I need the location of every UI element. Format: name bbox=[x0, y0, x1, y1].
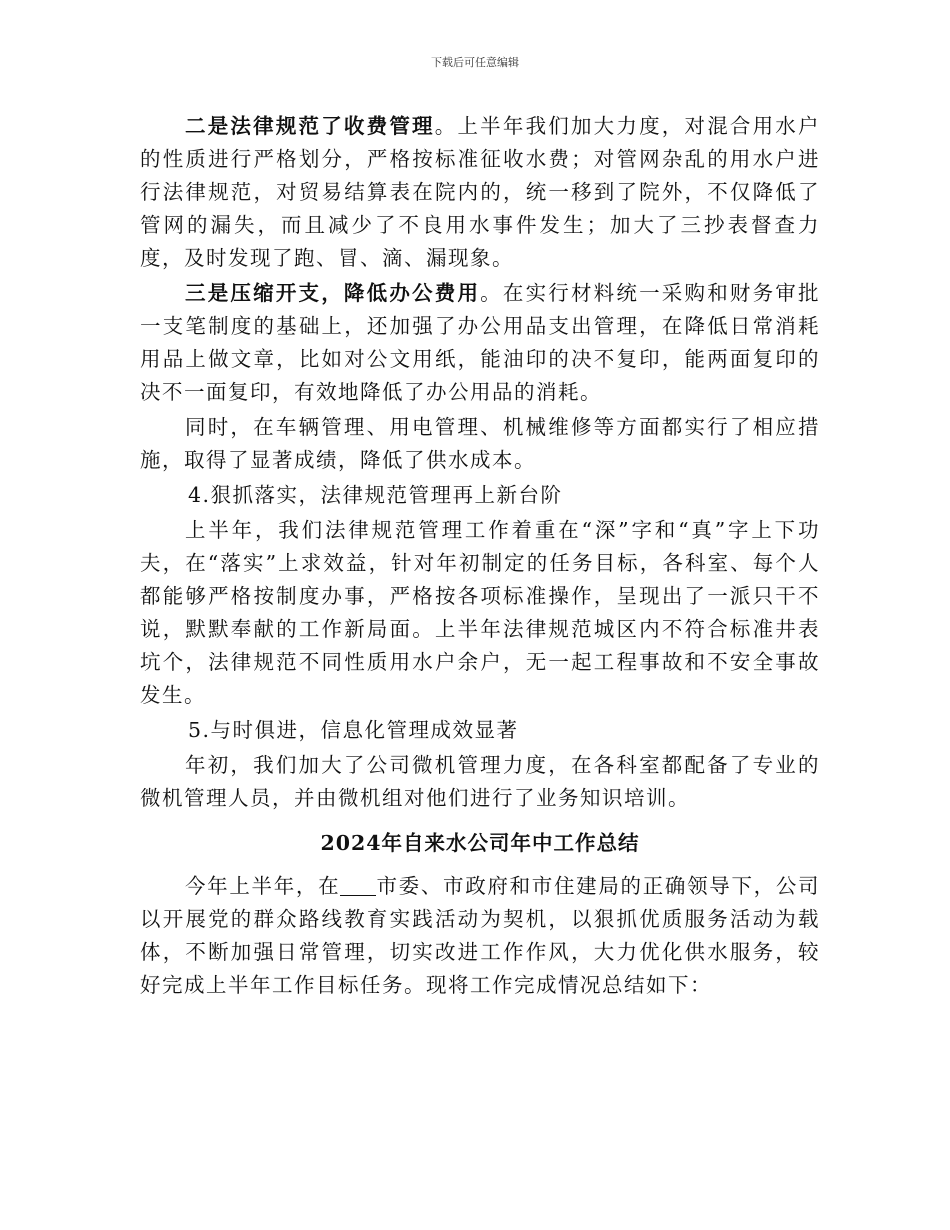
paragraph-text-reduce-expenses: 。在实行材料统一采购和财务审批一支笔制度的基础上，还加强了办公用品支出管理，在降低日常消耗用品上做文章，比如对公文用纸，能油印的决不复印，能两面复印的决不一面复印，有效地降低了办公用品的消耗。 bbox=[140, 281, 821, 404]
intro-text-after-blank: 市委、市政府和市住建局的正确领导下，公司以开展党的群众路线教育实践活动为契机，以狠抓优质服务活动为载体，不断加强日常管理，切实改进工作作风，大力优化供水服务，较好完成上半年工作目标任务。现将工作完成情况总结如下： bbox=[140, 874, 820, 997]
document-title: 2024年自来水公司年中工作总结 bbox=[320, 831, 640, 855]
fill-in-blank bbox=[340, 875, 376, 896]
intro-text-before-blank: 今年上半年，在 bbox=[185, 874, 341, 898]
paragraph-text-fee-management: 。上半年我们加大力度，对混合用水户的性质进行严格划分，严格按标准征收水费；对管网杂乱的用水户进行法律规范，对贸易结算表在院内的，统一移到了院外，不仅降低了管网的漏失，而且减少了不良用水事件发生；加大了三抄表督查力度，及时发现了跑、冒、滴、漏现象。 bbox=[140, 114, 821, 270]
document-body bbox=[140, 110, 820, 1004]
paragraph-introduction bbox=[140, 870, 820, 1002]
section-heading-4: 4.狠抓落实，法律规范管理再上新台阶 bbox=[188, 483, 563, 507]
section-heading-5: 5.与时俱进，信息化管理成效显著 bbox=[188, 718, 519, 742]
paragraph-vehicle-management: 同时，在车辆管理、用电管理、机械维修等方面都实行了相应措施，取得了显著成绩，降低了供水成本。 bbox=[140, 415, 820, 472]
paragraph-implementation: 上半年，我们法律规范管理工作着重在“深”字和“真”字上下功夫，在“落实”上求效益，针对年初制定的任务目标，各科室、每个人都能够严格按制度办事，严格按各项标准操作，呈现出了一派只干不说，默默奉献的工作新局面。上半年法律规范城区内不符合标准井表坑个，法律规范不同性质用水户余户，无一起工程事故和不安全事故发生。 bbox=[140, 518, 820, 707]
paragraph-fee-management bbox=[140, 110, 820, 275]
paragraph-reduce-expenses bbox=[140, 277, 820, 409]
paragraph-informatization: 年初，我们加大了公司微机管理力度，在各科室都配备了专业的微机管理人员，并由微机组对他们进行了业务知识培训。 bbox=[140, 753, 820, 810]
page-header-note: 下载后可任意编辑 bbox=[431, 56, 519, 69]
paragraph-lead-reduce-expenses: 三是压缩开支，降低办公费用 bbox=[185, 281, 481, 305]
paragraph-lead-fee-management: 二是法律规范了收费管理 bbox=[185, 114, 435, 138]
